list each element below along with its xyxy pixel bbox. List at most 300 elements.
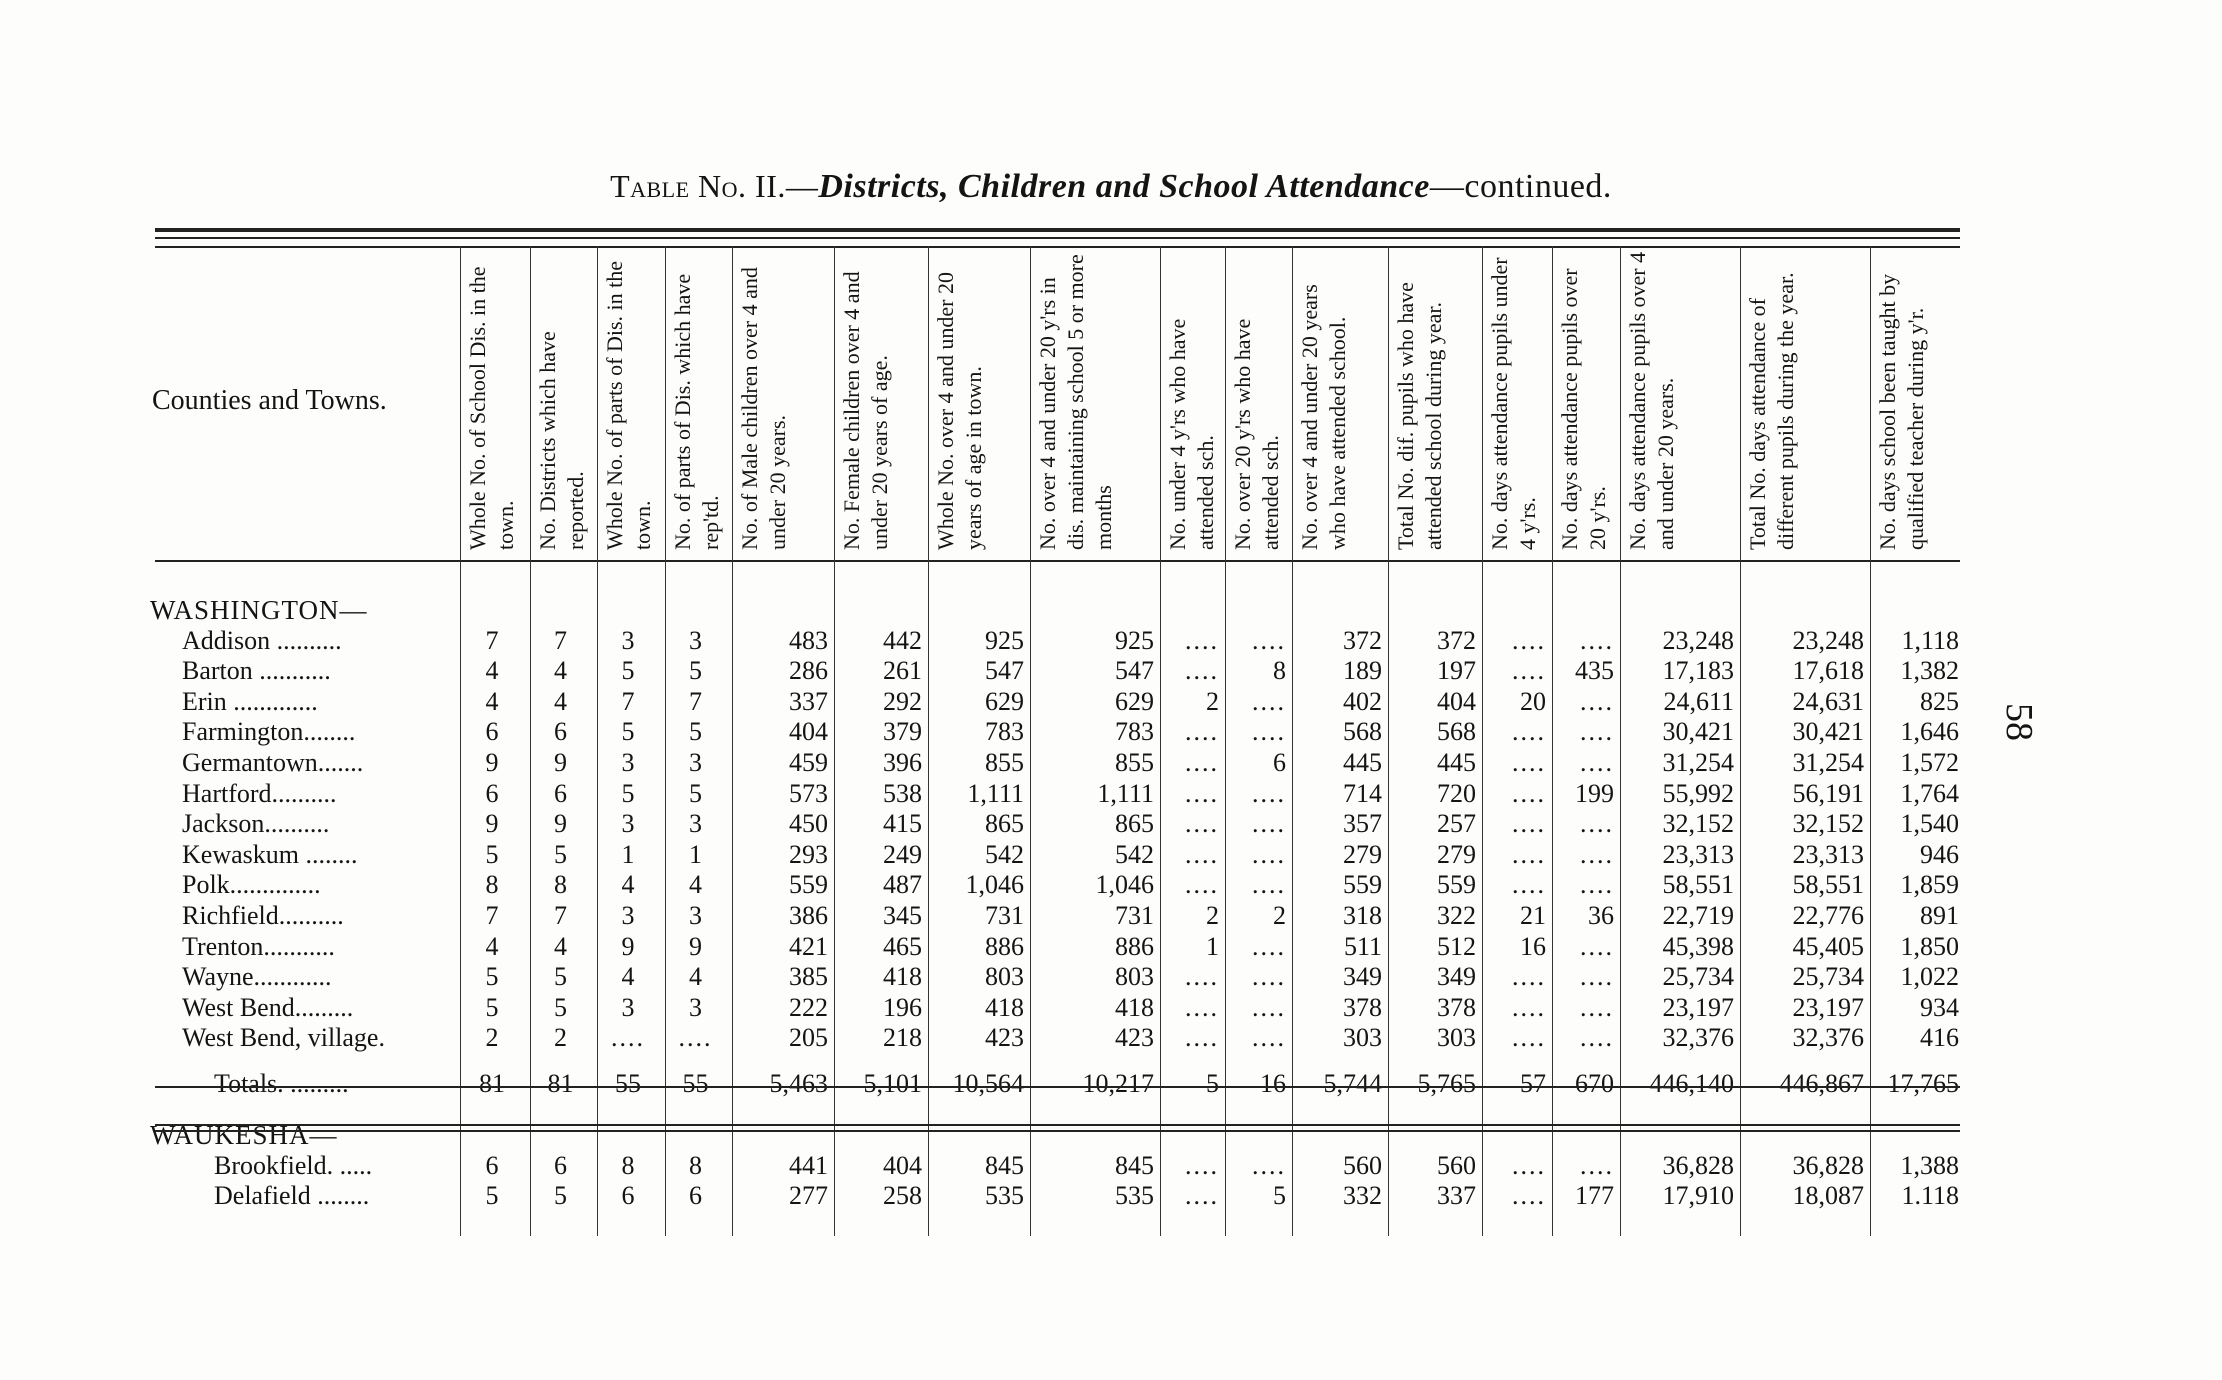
table-cell: .... — [1185, 656, 1219, 686]
row-header: Counties and Towns. — [152, 385, 387, 416]
table-cell: 386 — [789, 900, 828, 930]
table-cell: 292 — [883, 686, 922, 716]
table-cell: 3 — [621, 809, 635, 839]
town-name: Richfield.......... — [182, 900, 344, 930]
column-header — [1229, 250, 1290, 550]
table-cell: 25,734 — [1792, 962, 1864, 992]
table-cell: .... — [1252, 625, 1286, 655]
table-cell: .... — [1252, 962, 1286, 992]
table-cell: 1,382 — [1900, 656, 1959, 686]
table-cell: 670 — [1575, 1068, 1614, 1098]
table-cell: 542 — [1115, 839, 1154, 869]
table-cell: 55 — [682, 1068, 709, 1098]
table-cell: .... — [1185, 1150, 1219, 1180]
table-cell: 322 — [1437, 900, 1476, 930]
table-cell: 6 — [1273, 747, 1286, 777]
table-cell: 535 — [985, 1181, 1024, 1211]
table-cell: 783 — [1115, 717, 1154, 747]
table-cell: 7 — [485, 900, 499, 930]
table-cell: .... — [1185, 625, 1219, 655]
table-cell: 542 — [985, 839, 1024, 869]
table-cell: .... — [1252, 839, 1286, 869]
column-header-text: No. days attendance pupils under 4 y'rs. — [1487, 257, 1540, 550]
table-cell: .... — [1252, 870, 1286, 900]
table-cell: 6 — [621, 1181, 635, 1211]
totals-rule-bottom — [155, 1124, 1960, 1126]
town-name: Kewaskum ........ — [182, 839, 358, 869]
table-cell: 560 — [1437, 1150, 1476, 1180]
table-row — [150, 626, 1965, 657]
table-cell: 560 — [1343, 1150, 1382, 1180]
table-row — [150, 1023, 1965, 1054]
table-cell: 6 — [689, 1181, 702, 1211]
table-cell: 385 — [789, 962, 828, 992]
table-cell: 2 — [554, 1023, 567, 1053]
table-cell: 445 — [1343, 747, 1382, 777]
table-row — [150, 748, 1965, 779]
table-cell: 865 — [1115, 809, 1154, 839]
column-header — [1392, 250, 1480, 550]
table-cell: 2 — [485, 1023, 499, 1053]
table-cell: 435 — [1575, 656, 1614, 686]
table-cell: 1,850 — [1900, 931, 1959, 961]
table-cell: 32,376 — [1792, 1023, 1864, 1053]
table-row — [150, 779, 1965, 810]
table-cell: .... — [1580, 625, 1614, 655]
table-cell: 58,551 — [1792, 870, 1864, 900]
table-cell: 332 — [1343, 1181, 1382, 1211]
top-rule — [155, 228, 1960, 232]
table-cell: 825 — [1920, 686, 1959, 716]
table-cell: 803 — [1115, 962, 1154, 992]
title-italic: Districts, Children and School Attendance — [818, 168, 1430, 205]
table-cell: 349 — [1343, 962, 1382, 992]
table-cell: 5 — [554, 992, 567, 1022]
table-cell: .... — [1252, 686, 1286, 716]
table-cell: 23,197 — [1662, 992, 1734, 1022]
table-cell: .... — [1512, 625, 1546, 655]
table-cell: 8 — [689, 1150, 702, 1180]
table-cell: .... — [1252, 1150, 1286, 1180]
table-cell: 23,313 — [1662, 839, 1734, 869]
table-cell: .... — [1252, 778, 1286, 808]
table-cell: 1,111 — [967, 778, 1024, 808]
table-cell: 9 — [621, 931, 635, 961]
title-suffix: —continued. — [1429, 168, 1612, 205]
table-cell: 23,248 — [1792, 625, 1864, 655]
table-cell: 731 — [985, 900, 1024, 930]
table-cell: 568 — [1343, 717, 1382, 747]
table-cell: 4 — [485, 686, 499, 716]
totals-rule-bottom-2 — [155, 1130, 1960, 1132]
table-cell: 1,646 — [1900, 717, 1959, 747]
table-row — [150, 1181, 1965, 1212]
table-cell: 9 — [485, 747, 499, 777]
town-name: Erin ............. — [182, 686, 318, 716]
table-cell: 5 — [485, 1181, 499, 1211]
table-cell: 5 — [689, 778, 702, 808]
table-cell: 8 — [1273, 656, 1286, 686]
table-cell: 5 — [621, 656, 635, 686]
table-cell: 2 — [1206, 686, 1219, 716]
table-row — [150, 656, 1965, 687]
table-cell: .... — [1580, 931, 1614, 961]
table-cell: 205 — [789, 1023, 828, 1053]
column-header-text: No. days school been taught by qualified teacher during y'r. — [1875, 273, 1928, 550]
town-name: Polk.............. — [182, 870, 321, 900]
column-header — [1486, 250, 1550, 550]
table-cell: 404 — [883, 1150, 922, 1180]
table-cell: 6 — [554, 1150, 567, 1180]
table-cell: 3 — [689, 809, 702, 839]
table-cell: 218 — [883, 1023, 922, 1053]
table-cell: 5 — [689, 717, 702, 747]
table-cell: 925 — [1115, 625, 1154, 655]
table-cell: 56,191 — [1792, 778, 1864, 808]
column-header — [1556, 250, 1618, 550]
town-name: Trenton........... — [182, 931, 335, 961]
table-cell: .... — [1580, 747, 1614, 777]
county-row — [150, 1114, 1965, 1151]
column-header-text: No. Female children over 4 and under 20 years of age. — [839, 271, 892, 550]
table-cell: 946 — [1920, 839, 1959, 869]
table-cell: 197 — [1437, 656, 1476, 686]
table-cell: .... — [1252, 1023, 1286, 1053]
table-cell: .... — [1252, 809, 1286, 839]
table-cell: 3 — [689, 900, 702, 930]
table-cell: 378 — [1437, 992, 1476, 1022]
table-cell: 511 — [1343, 931, 1382, 961]
table-cell: 189 — [1343, 656, 1382, 686]
table-cell: 547 — [985, 656, 1024, 686]
table-cell: 4 — [554, 931, 567, 961]
column-header-text: No. over 4 and under 20 years who have attended school. — [1297, 284, 1350, 550]
table-cell: 559 — [789, 870, 828, 900]
table-cell: 4 — [689, 962, 702, 992]
table-cell: 404 — [1437, 686, 1476, 716]
table-cell: 418 — [1115, 992, 1154, 1022]
table-cell: 5,744 — [1323, 1068, 1382, 1098]
table-cell: 24,611 — [1663, 686, 1734, 716]
table-cell: 36 — [1588, 900, 1614, 930]
table-cell: 450 — [789, 809, 828, 839]
table-cell: .... — [1512, 839, 1546, 869]
table-cell: 6 — [485, 717, 499, 747]
table-cell: 337 — [789, 686, 828, 716]
table-cell: 23,313 — [1792, 839, 1864, 869]
column-header-text: Whole No. over 4 and under 20 years of age in town. — [933, 272, 986, 550]
town-name: Hartford.......... — [182, 778, 337, 808]
table-cell: 293 — [789, 839, 828, 869]
table-cell: 445 — [1437, 747, 1476, 777]
table-cell: 30,421 — [1662, 717, 1734, 747]
column-header-text: Total No. days attendance of different pupils during the year. — [1745, 272, 1798, 550]
table-cell: .... — [1512, 656, 1546, 686]
table-cell: 6 — [485, 1150, 499, 1180]
table-cell: 2 — [1206, 900, 1219, 930]
column-header — [1744, 250, 1868, 550]
table-cell: 465 — [883, 931, 922, 961]
table-cell: .... — [1185, 778, 1219, 808]
table-cell: .... — [1185, 870, 1219, 900]
table-cell: .... — [1512, 992, 1546, 1022]
table-cell: 21 — [1520, 900, 1546, 930]
table-cell: 547 — [1115, 656, 1154, 686]
table-cell: 32,152 — [1662, 809, 1734, 839]
table-cell: 345 — [883, 900, 922, 930]
table-cell: 3 — [621, 625, 635, 655]
table-cell: 402 — [1343, 686, 1382, 716]
table-cell: 5 — [554, 1181, 567, 1211]
table-cell: 3 — [621, 992, 635, 1022]
table-cell: .... — [1185, 747, 1219, 777]
table-cell: 8 — [621, 1150, 635, 1180]
table-row — [150, 1151, 1965, 1182]
table-cell: 5 — [621, 778, 635, 808]
table-cell: 5 — [485, 962, 499, 992]
table-cell: 16 — [1520, 931, 1546, 961]
table-cell: 379 — [883, 717, 922, 747]
table-cell: 629 — [1115, 686, 1154, 716]
table-cell: 5,765 — [1417, 1068, 1476, 1098]
table-cell: 512 — [1437, 931, 1476, 961]
column-header — [601, 250, 663, 550]
table-cell: 855 — [1115, 747, 1154, 777]
table-cell: .... — [1580, 1150, 1614, 1180]
table-cell: 7 — [554, 625, 567, 655]
table-cell: 30,421 — [1792, 717, 1864, 747]
totals-rule-top — [155, 1086, 1960, 1088]
table-cell: 9 — [485, 809, 499, 839]
table-cell: 1,118 — [1901, 625, 1959, 655]
table-cell: 1 — [621, 839, 635, 869]
table-cell: 81 — [547, 1068, 574, 1098]
table-cell: .... — [678, 1023, 713, 1053]
table-cell: 5,463 — [769, 1068, 828, 1098]
table-cell: 1 — [1206, 931, 1219, 961]
town-name: Addison .......... — [182, 625, 342, 655]
table-cell: .... — [1580, 686, 1614, 716]
table-cell: .... — [611, 1023, 645, 1053]
column-header-text: No. over 4 and under 20 y'rs in dis. maintaining school 5 or more months — [1035, 254, 1116, 550]
table-cell: 25,734 — [1662, 962, 1734, 992]
table-cell: 8 — [485, 870, 499, 900]
column-header — [1296, 250, 1386, 550]
table-cell: .... — [1580, 839, 1614, 869]
table-cell: 568 — [1437, 717, 1476, 747]
table-cell: .... — [1580, 717, 1614, 747]
table-cell: 17,618 — [1792, 656, 1864, 686]
table-cell: 925 — [985, 625, 1024, 655]
table-cell: 22,719 — [1662, 900, 1734, 930]
table-cell: 4 — [485, 656, 499, 686]
table-cell: 396 — [883, 747, 922, 777]
table-cell: 222 — [789, 992, 828, 1022]
table-cell: 441 — [789, 1150, 828, 1180]
town-name: Brookfield. ..... — [214, 1150, 373, 1180]
table-cell: 845 — [985, 1150, 1024, 1180]
table-cell: 31,254 — [1792, 747, 1864, 777]
table-cell: .... — [1512, 778, 1546, 808]
table-cell: 2 — [1273, 900, 1286, 930]
table-cell: 17,765 — [1887, 1068, 1959, 1098]
page-number: 58 — [1998, 703, 2040, 741]
table-cell: 337 — [1437, 1181, 1476, 1211]
table-cell: 303 — [1343, 1023, 1382, 1053]
table-cell: 6 — [554, 717, 567, 747]
table-cell: 4 — [485, 931, 499, 961]
table-row — [150, 993, 1965, 1024]
table-cell: .... — [1185, 992, 1219, 1022]
table-cell: 16 — [1260, 1068, 1286, 1098]
column-header-text: No. days attendance pupils over 20 y'rs. — [1557, 268, 1610, 550]
top-rule-3 — [155, 246, 1960, 248]
table-cell: 573 — [789, 778, 828, 808]
table-cell: 559 — [1343, 870, 1382, 900]
table-cell: 9 — [689, 931, 702, 961]
table-cell: 442 — [883, 625, 922, 655]
table-cell: 6 — [554, 778, 567, 808]
table-cell: 1,764 — [1900, 778, 1959, 808]
data-table — [150, 595, 1965, 1212]
top-rule-2 — [155, 237, 1960, 239]
table-cell: .... — [1512, 870, 1546, 900]
table-cell: 372 — [1437, 625, 1476, 655]
table-cell: 55 — [615, 1068, 641, 1098]
table-cell: 3 — [689, 625, 702, 655]
table-cell: 559 — [1437, 870, 1476, 900]
column-header — [464, 250, 528, 550]
table-cell: 714 — [1343, 778, 1382, 808]
town-name: Farmington........ — [182, 717, 356, 747]
table-cell: 23,248 — [1662, 625, 1734, 655]
table-cell: .... — [1185, 717, 1219, 747]
table-cell: .... — [1580, 809, 1614, 839]
table-cell: 177 — [1575, 1181, 1614, 1211]
table-cell: 934 — [1920, 992, 1959, 1022]
table-cell: 415 — [883, 809, 922, 839]
table-cell: 423 — [1115, 1023, 1154, 1053]
table-cell: 32,376 — [1662, 1023, 1734, 1053]
table-cell: 24,631 — [1792, 686, 1864, 716]
county-row — [150, 595, 1965, 626]
table-cell: 5 — [621, 717, 635, 747]
table-cell: 372 — [1343, 625, 1382, 655]
table-cell: 629 — [985, 686, 1024, 716]
table-cell: 318 — [1343, 900, 1382, 930]
table-cell: 1,046 — [1095, 870, 1154, 900]
table-cell: 418 — [883, 962, 922, 992]
table-cell: 1,111 — [1097, 778, 1154, 808]
table-cell: 196 — [883, 992, 922, 1022]
table-cell: 261 — [883, 656, 922, 686]
table-cell: 5 — [1273, 1181, 1286, 1211]
table-cell: 10,217 — [1082, 1068, 1154, 1098]
table-cell: 855 — [985, 747, 1024, 777]
table-cell: 865 — [985, 809, 1024, 839]
column-header-text: No. Districts which have reported. — [535, 331, 588, 550]
table-cell: 57 — [1520, 1068, 1546, 1098]
table-cell: 1,540 — [1900, 809, 1959, 839]
table-cell: 9 — [554, 809, 567, 839]
table-cell: 249 — [883, 839, 922, 869]
town-name: West Bend......... — [182, 992, 354, 1022]
table-cell: .... — [1580, 870, 1614, 900]
column-header — [736, 250, 832, 550]
table-cell: 404 — [789, 717, 828, 747]
table-cell: 45,405 — [1792, 931, 1864, 961]
column-header-text: No. over 20 y'rs who have attended sch. — [1230, 318, 1283, 550]
table-cell: 1,388 — [1900, 1150, 1959, 1180]
column-header — [932, 250, 1028, 550]
column-header — [838, 250, 926, 550]
table-cell: 3 — [689, 992, 702, 1022]
table-cell: 7 — [485, 625, 499, 655]
column-header-text: Whole No. of School Dis. in the town. — [465, 266, 518, 550]
table-cell: 845 — [1115, 1150, 1154, 1180]
title-prefix: Table No. II.— — [610, 168, 819, 204]
table-cell: 891 — [1920, 900, 1959, 930]
column-header-text: No. days attendance pupils over 4 and under 20 years. — [1625, 251, 1678, 550]
town-name: Barton ........... — [182, 656, 331, 686]
table-cell: 279 — [1343, 839, 1382, 869]
table-row — [150, 717, 1965, 748]
table-cell: 32,152 — [1792, 809, 1864, 839]
table-cell: .... — [1512, 717, 1546, 747]
table-cell: 423 — [985, 1023, 1024, 1053]
table-row — [150, 840, 1965, 871]
table-cell: .... — [1252, 931, 1286, 961]
table-cell: .... — [1185, 1023, 1219, 1053]
table-cell: 1 — [689, 839, 702, 869]
town-name: Wayne............ — [182, 962, 332, 992]
column-header — [534, 250, 595, 550]
table-cell: .... — [1512, 962, 1546, 992]
table-cell: 22,776 — [1792, 900, 1864, 930]
header-bottom-rule — [155, 560, 1960, 562]
column-header-text: No. under 4 y'rs who have attended sch. — [1165, 318, 1218, 550]
table-cell: .... — [1580, 992, 1614, 1022]
table-title — [0, 168, 2222, 206]
town-name: West Bend, village. — [182, 1023, 385, 1053]
table-row — [150, 687, 1965, 718]
table-cell: 4 — [621, 870, 635, 900]
table-cell: 199 — [1575, 778, 1614, 808]
table-cell: 303 — [1437, 1023, 1476, 1053]
column-header-text: Whole No. of parts of Dis. in the town. — [602, 261, 655, 550]
table-cell: 720 — [1437, 778, 1476, 808]
table-cell: 446,867 — [1779, 1068, 1864, 1098]
table-cell: .... — [1512, 1023, 1546, 1053]
table-row — [150, 962, 1965, 993]
table-cell: 446,140 — [1649, 1068, 1734, 1098]
table-row — [150, 901, 1965, 932]
table-cell: 886 — [1115, 931, 1154, 961]
table-cell: 538 — [883, 778, 922, 808]
table-cell: 5 — [554, 962, 567, 992]
table-cell: 5,101 — [863, 1068, 922, 1098]
table-cell: 4 — [689, 870, 702, 900]
column-header — [1034, 250, 1158, 550]
table-cell: .... — [1512, 1150, 1546, 1180]
table-cell: 277 — [789, 1181, 828, 1211]
column-header-text: No. of parts of Dis. which have rep'td. — [670, 273, 723, 550]
table-cell: 3 — [689, 747, 702, 777]
table-cell: 20 — [1520, 686, 1546, 716]
table-cell: 357 — [1343, 809, 1382, 839]
table-cell: .... — [1185, 839, 1219, 869]
table-cell: 258 — [883, 1181, 922, 1211]
